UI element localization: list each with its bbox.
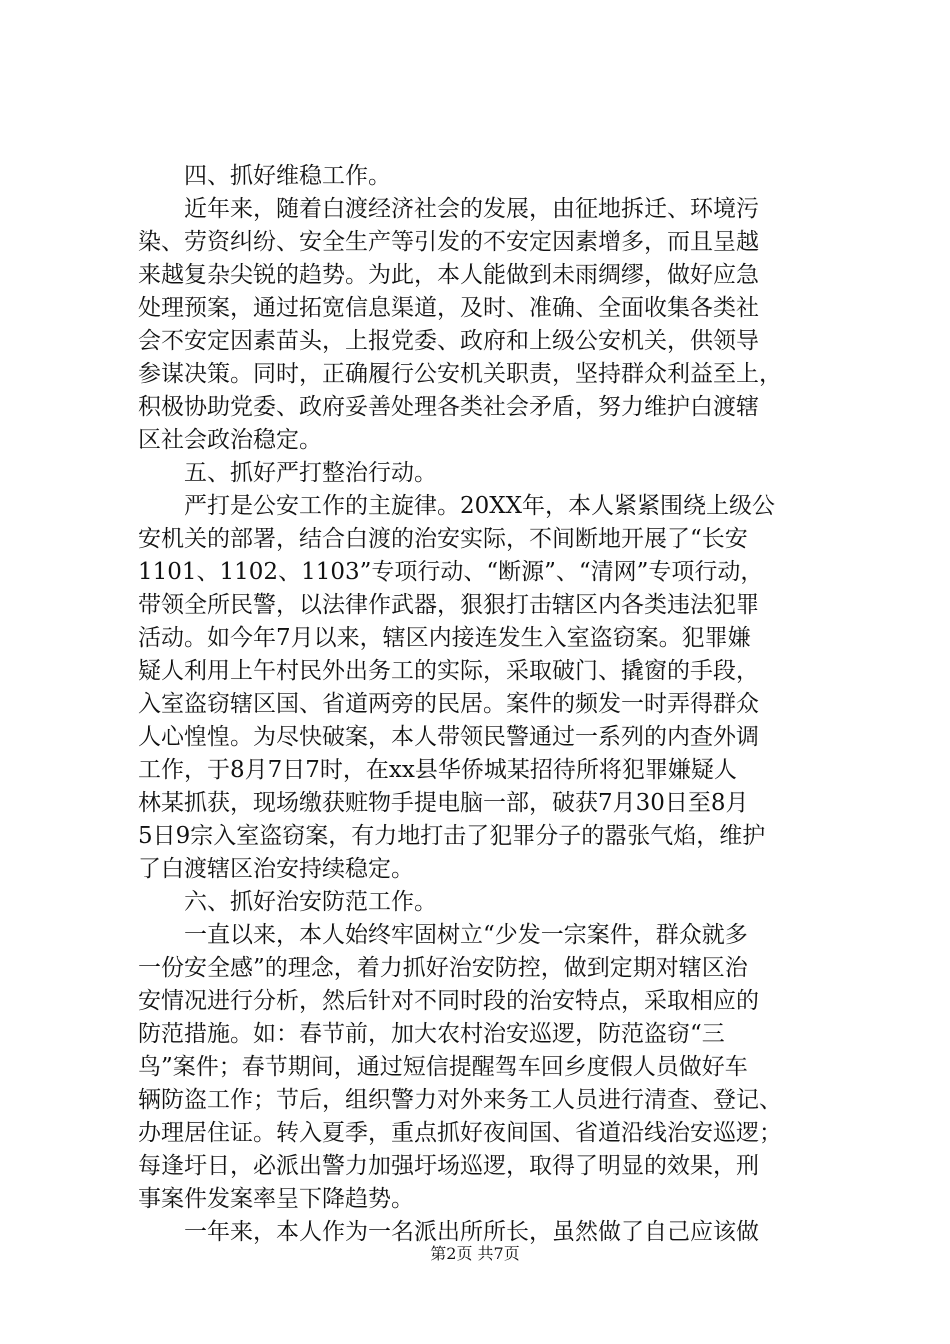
text-line: 人心惶惶。为尽快破案，本人带领民警通过一系列的内查外调 [138, 724, 759, 750]
text-line: 区社会政治稳定。 [138, 427, 322, 453]
text-line: 一直以来，本人始终牢固树立“少发一宗案件，群众就多 [138, 922, 748, 948]
text-line: 了白渡辖区治安持续稳定。 [138, 856, 414, 882]
text-line: 安机关的部署，结合白渡的治安实际，不间断地开展了“长安 [138, 526, 748, 552]
text-line: 四、抓好维稳工作。 [138, 163, 391, 189]
text-line: 事案件发案率呈下降趋势。 [138, 1186, 414, 1212]
text-line: 积极协助党委、政府妥善处理各类社会矛盾，努力维护白渡辖 [138, 394, 759, 420]
text-line: 一年来，本人作为一名派出所所长，虽然做了自己应该做 [138, 1219, 759, 1245]
document-body [138, 160, 828, 1249]
text-line: 会不安定因素苗头，上报党委、政府和上级公安机关，供领导 [138, 328, 759, 354]
text-line: 安情况进行分析，然后针对不同时段的治安特点，采取相应的 [138, 988, 759, 1014]
text-line: 近年来，随着白渡经济社会的发展，由征地拆迁、环境污 [138, 196, 759, 222]
text-line: 每逢圩日，必派出警力加强圩场巡逻，取得了明显的效果，刑 [138, 1153, 759, 1179]
text-line: 六、抓好治安防范工作。 [138, 889, 437, 915]
text-line: 疑人利用上午村民外出务工的实际，采取破门、撬窗的手段， [138, 658, 759, 684]
page-number-footer: 第2页 共7页 [430, 1244, 520, 1263]
text-line: 一份安全感”的理念，着力抓好治安防控，做到定期对辖区治 [138, 955, 748, 981]
text-line: 染、劳资纠纷、安全生产等引发的不安定因素增多，而且呈越 [138, 229, 759, 255]
text-line: 林某抓获，现场缴获赃物手提电脑一部，破获7月30日至8月 [138, 790, 749, 816]
text-line: 1101、1102、1103”专项行动、“断源”、“清网”专项行动， [138, 559, 764, 585]
text-line: 五、抓好严打整治行动。 [138, 460, 437, 486]
text-line: 辆防盗工作；节后，组织警力对外来务工人员进行清查、登记、 [138, 1087, 782, 1113]
text-line: 入室盗窃辖区国、省道两旁的民居。案件的频发一时弄得群众 [138, 691, 759, 717]
text-line: 来越复杂尖锐的趋势。为此，本人能做到未雨绸缪，做好应急 [138, 262, 759, 288]
text-line: 严打是公安工作的主旋律。20XX年，本人紧紧围绕上级公 [138, 493, 776, 519]
text-line: 参谋决策。同时，正确履行公安机关职责，坚持群众利益至上， [138, 361, 782, 387]
text-line: 鸟”案件；春节期间，通过短信提醒驾车回乡度假人员做好车 [138, 1054, 748, 1080]
text-line: 工作，于8月7日7时，在xx县华侨城某招待所将犯罪嫌疑人 [138, 757, 737, 783]
text-line: 活动。如今年7月以来，辖区内接连发生入室盗窃案。犯罪嫌 [138, 625, 751, 651]
text-line: 办理居住证。转入夏季，重点抓好夜间国、省道沿线治安巡逻； [138, 1120, 782, 1146]
text-line: 带领全所民警，以法律作武器，狠狠打击辖区内各类违法犯罪 [138, 592, 759, 618]
text-line: 防范措施。如：春节前，加大农村治安巡逻，防范盗窃“三 [138, 1021, 725, 1047]
text-line: 5日9宗入室盗窃案，有力地打击了犯罪分子的嚣张气焰，维护 [138, 823, 766, 849]
text-line: 处理预案，通过拓宽信息渠道，及时、准确、全面收集各类社 [138, 295, 759, 321]
